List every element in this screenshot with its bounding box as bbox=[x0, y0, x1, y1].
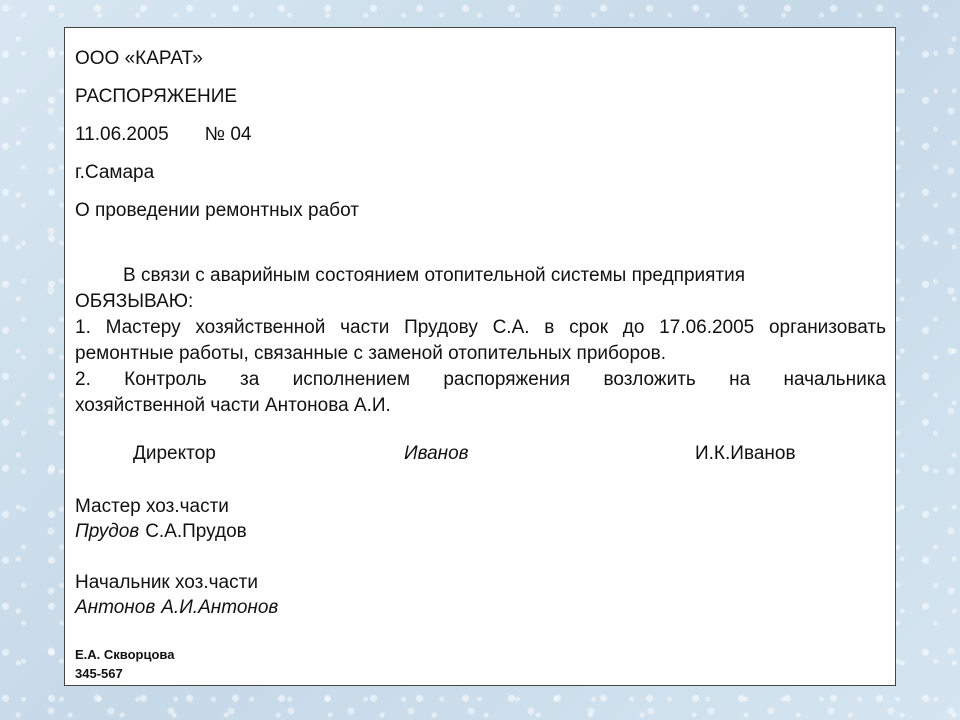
ack-2-signature: Антонов bbox=[75, 597, 156, 618]
city: г.Самара bbox=[75, 162, 155, 183]
ack-2-name: А.И.Антонов bbox=[161, 597, 279, 618]
signer-position: Директор bbox=[133, 443, 216, 464]
order-intro: В связи с аварийным состоянием отопительной системы предприятия bbox=[123, 265, 746, 286]
order-item-2-line-1: 2. Контроль за исполнением распоряжения возложить на начальника bbox=[75, 369, 886, 390]
order-item-2-line-2: хозяйственной части Антонова А.И. bbox=[75, 395, 391, 416]
document-type: РАСПОРЯЖЕНИЕ bbox=[75, 86, 238, 107]
document-date: 11.06.2005 bbox=[75, 124, 169, 145]
order-item-1-line-1: 1. Мастеру хозяйственной части Прудову С.А. в срок до 17.06.2005 организовать bbox=[75, 317, 886, 338]
ack-1-signature: Прудов bbox=[75, 521, 140, 542]
document-number: № 04 bbox=[204, 124, 252, 145]
document-page bbox=[64, 27, 896, 686]
executor-phone: 345-567 bbox=[75, 666, 123, 681]
ack-1-position: Мастер хоз.части bbox=[75, 496, 229, 517]
order-item-1-line-2: ремонтные работы, связанные с заменой отопительных приборов. bbox=[75, 343, 666, 364]
company-name: ООО «КАРАТ» bbox=[75, 48, 203, 69]
signer-name: И.К.Иванов bbox=[695, 443, 796, 464]
ack-1-row bbox=[75, 519, 247, 545]
ack-2-row bbox=[75, 595, 278, 621]
executor-name: Е.А. Скворцова bbox=[75, 647, 175, 662]
ack-1-name: С.А.Прудов bbox=[145, 521, 247, 542]
document-subject: О проведении ремонтных работ bbox=[75, 200, 359, 221]
signer-signature: Иванов bbox=[404, 443, 469, 464]
order-word: ОБЯЗЫВАЮ: bbox=[75, 291, 194, 312]
date-number-row bbox=[75, 122, 251, 148]
ack-2-position: Начальник хоз.части bbox=[75, 572, 258, 593]
order-body bbox=[75, 263, 886, 419]
